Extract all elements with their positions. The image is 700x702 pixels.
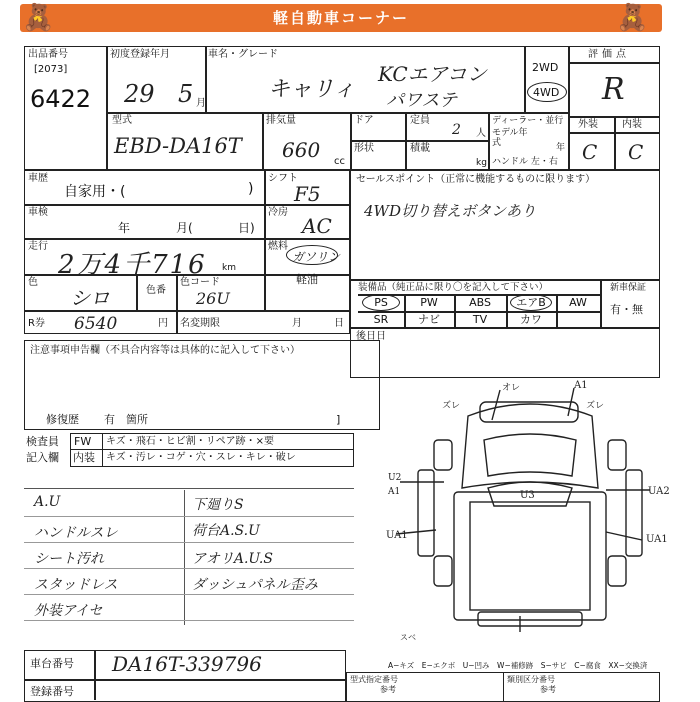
new-warranty-value: 有・無 (610, 303, 643, 316)
int-label: 内装 (622, 119, 642, 130)
category-value: 自家用・( (64, 184, 126, 200)
type-value: EBD-DA16T (114, 134, 242, 158)
bear-icon: 🧸 (616, 3, 649, 33)
page-title: 軽自動車コーナー (272, 9, 409, 27)
new-warranty-label: 新車保証 (610, 283, 647, 293)
wheel-rl (434, 556, 452, 586)
damage-mark: A1 (388, 487, 401, 497)
damage-mark: UA2 (648, 486, 670, 497)
wheel-fl (434, 440, 452, 470)
equip-leather: カワ (520, 313, 542, 326)
report-right-2: 荷台A.S.U (192, 523, 260, 539)
doors-label: ドア (354, 115, 374, 126)
fuel-value: ガソリン (292, 250, 341, 264)
bottom-label-1: 型式指定番号 (350, 675, 398, 684)
bed (454, 492, 606, 620)
vehicle-damage-diagram (380, 380, 680, 650)
shift-value: F5 (294, 182, 321, 206)
load-label: 積載 (410, 143, 430, 154)
capacity-value: 2 (452, 122, 461, 138)
name-change-label: 名変期限 (180, 318, 220, 329)
wheel-fr (608, 440, 626, 470)
model-name: キャリィ (268, 77, 356, 102)
reg-month-unit: 月 (196, 98, 206, 109)
lot-label: 出品番号 (28, 49, 68, 60)
entry-label: 記入欄 (26, 451, 59, 464)
capacity-unit: 人 (476, 128, 486, 139)
recycle-unit: 円 (158, 318, 168, 329)
model-grade2: パワステ (386, 90, 458, 111)
lot-sub: [2073] (34, 64, 68, 75)
legend-fw: FW (74, 435, 92, 448)
displacement-label: 排気量 (266, 115, 296, 126)
name-change-month: 月 (292, 318, 302, 329)
reg-number-label: 登録番号 (30, 685, 74, 698)
fuel-other: 軽油 (296, 273, 318, 286)
color-code: 26U (196, 289, 230, 308)
lot-number: 6422 (30, 85, 92, 113)
chassis-value: DA16T-339796 (112, 652, 262, 676)
recycle-value: 6540 (74, 314, 118, 334)
name-change-day: 日 (334, 318, 344, 329)
category-close: ) (248, 181, 254, 197)
report-right-3: アオリA.U.S (192, 551, 273, 567)
inspection-year: 年 (118, 221, 131, 235)
damage-mark: ズレ (442, 401, 461, 411)
inspection-day: 日) (238, 221, 255, 235)
displacement-unit: cc (334, 156, 345, 167)
report-left-2: ハンドルスレ (34, 525, 118, 541)
selling-point-block (350, 170, 660, 280)
dealer-model-year: モデル年式 (492, 128, 528, 148)
mileage-label: 走行 (28, 241, 48, 252)
equip-tv: TV (472, 313, 488, 326)
header-banner (20, 4, 662, 32)
seat-label: 後日日 (356, 331, 386, 342)
dealer-year-unit: 年 (556, 143, 566, 153)
bed-inner (470, 502, 590, 610)
inspector-label: 検査員 (26, 435, 59, 448)
legend-fw-text: キズ・飛石・ヒビ割・リペア跡・×要 (106, 436, 274, 447)
drive-2wd: 2WD (532, 61, 559, 74)
color-label: 色 (28, 277, 38, 288)
report-left-4: スタッドレス (34, 577, 118, 593)
report-left-5: 外装アイセ (34, 603, 103, 619)
bear-icon: 🧸 (22, 3, 55, 33)
chassis-label: 車台番号 (30, 657, 74, 670)
selling-text: 4WD切り替えボタンあり (364, 202, 536, 220)
model-label: 車名・グレード (208, 49, 278, 60)
fuel-label: 燃料 (268, 241, 288, 252)
report-left-3: シート汚れ (34, 551, 104, 567)
bottom-label-2: 類別区分番号 (507, 675, 555, 684)
category-label: 車歴 (28, 173, 48, 184)
equipment-label: 装備品（純正品に限り〇を記入して下さい） (358, 282, 549, 293)
color-no-label: 色番 (146, 285, 166, 296)
equip-airbag: エアB (516, 296, 546, 309)
repair-place: 箇所 (126, 413, 148, 426)
shape-label: 形状 (354, 143, 374, 154)
reg-year: 29 (124, 80, 155, 108)
damage-mark: U2 (388, 473, 402, 483)
bottom-label-1b: 参考 (380, 685, 396, 694)
ext-label: 外装 (578, 119, 598, 130)
model-grade1: KCエアコン (378, 62, 487, 86)
bottom-label-2b: 参考 (540, 685, 556, 694)
repair-value: 有 (104, 413, 115, 426)
legend-interior: 内装 (73, 451, 95, 464)
mileage-unit: km (222, 263, 236, 273)
type-label: 型式 (112, 115, 132, 126)
side-left (418, 470, 434, 556)
damage-mark: U3 (520, 490, 535, 501)
report-left-1: A.U (34, 494, 61, 510)
damage-mark: オレ (502, 383, 521, 393)
inspection-month: 月( (176, 221, 193, 235)
equip-navi: ナビ (418, 313, 440, 326)
equip-ps: PS (374, 296, 388, 309)
windshield (484, 434, 576, 476)
displacement-value: 660 (282, 138, 321, 162)
mileage-value: 2万4千716 (58, 250, 207, 280)
damage-mark: スベ (400, 633, 416, 642)
mark-line (606, 532, 642, 540)
inspection-label: 車検 (28, 207, 48, 218)
repair-label: 修復歴 (46, 413, 79, 426)
tailgate (478, 612, 582, 626)
aircon-value: AC (302, 214, 332, 238)
rating-value: R (602, 72, 625, 107)
equip-ps-circle (362, 294, 400, 311)
load-unit: kg (476, 158, 487, 168)
report-right-1: 下廻りS (192, 497, 244, 513)
mark-line (492, 390, 500, 420)
ext-rating: C (582, 140, 598, 164)
int-rating: C (628, 140, 644, 164)
selling-label: セールスポイント（正常に機能するものに限ります） (356, 174, 596, 185)
reg-month: 5 (178, 80, 194, 108)
damage-mark: UA1 (386, 530, 408, 541)
reg-label: 初度登録年月 (110, 49, 170, 60)
shift-label: シフト (268, 173, 298, 184)
aircon-label: 冷房 (268, 207, 288, 218)
damage-mark: UA1 (646, 534, 668, 545)
wheel-rr (608, 556, 626, 586)
drive-4wd: 4WD (533, 86, 560, 99)
seat-block (350, 328, 660, 378)
report-right-4: ダッシュパネル歪み (192, 577, 318, 593)
capacity-label: 定員 (410, 115, 430, 126)
rating-label: 評価点 (588, 49, 630, 60)
color-code-label: 色コード (180, 277, 220, 288)
equip-abs: ABS (469, 296, 491, 309)
equip-aw: AW (569, 296, 587, 309)
damage-mark: A1 (574, 380, 588, 391)
recycle-label: R券 (28, 318, 45, 329)
diagram-legend: A−キズ E−エクボ U−凹み W−補修跡 S−サビ C−腐食 XX−交換済 (388, 661, 648, 670)
color-value: シロ (70, 286, 110, 310)
equip-sr: SR (373, 313, 389, 326)
notes-label: 注意事項申告欄（不具合内容等は具体的に記入して下さい） (30, 345, 300, 356)
equip-pw: PW (420, 296, 438, 309)
equip-airbag-circle (510, 294, 552, 311)
side-right (626, 470, 642, 556)
damage-mark: ズレ (586, 401, 605, 411)
repair-bracket: ] (336, 413, 341, 426)
dealer-handle: ハンドル 左・右 (492, 157, 558, 167)
dealer-label: ディーラー・並行 (492, 116, 564, 126)
legend-interior-text: キズ・汚レ・コゲ・穴・スレ・キレ・破レ (106, 452, 296, 463)
